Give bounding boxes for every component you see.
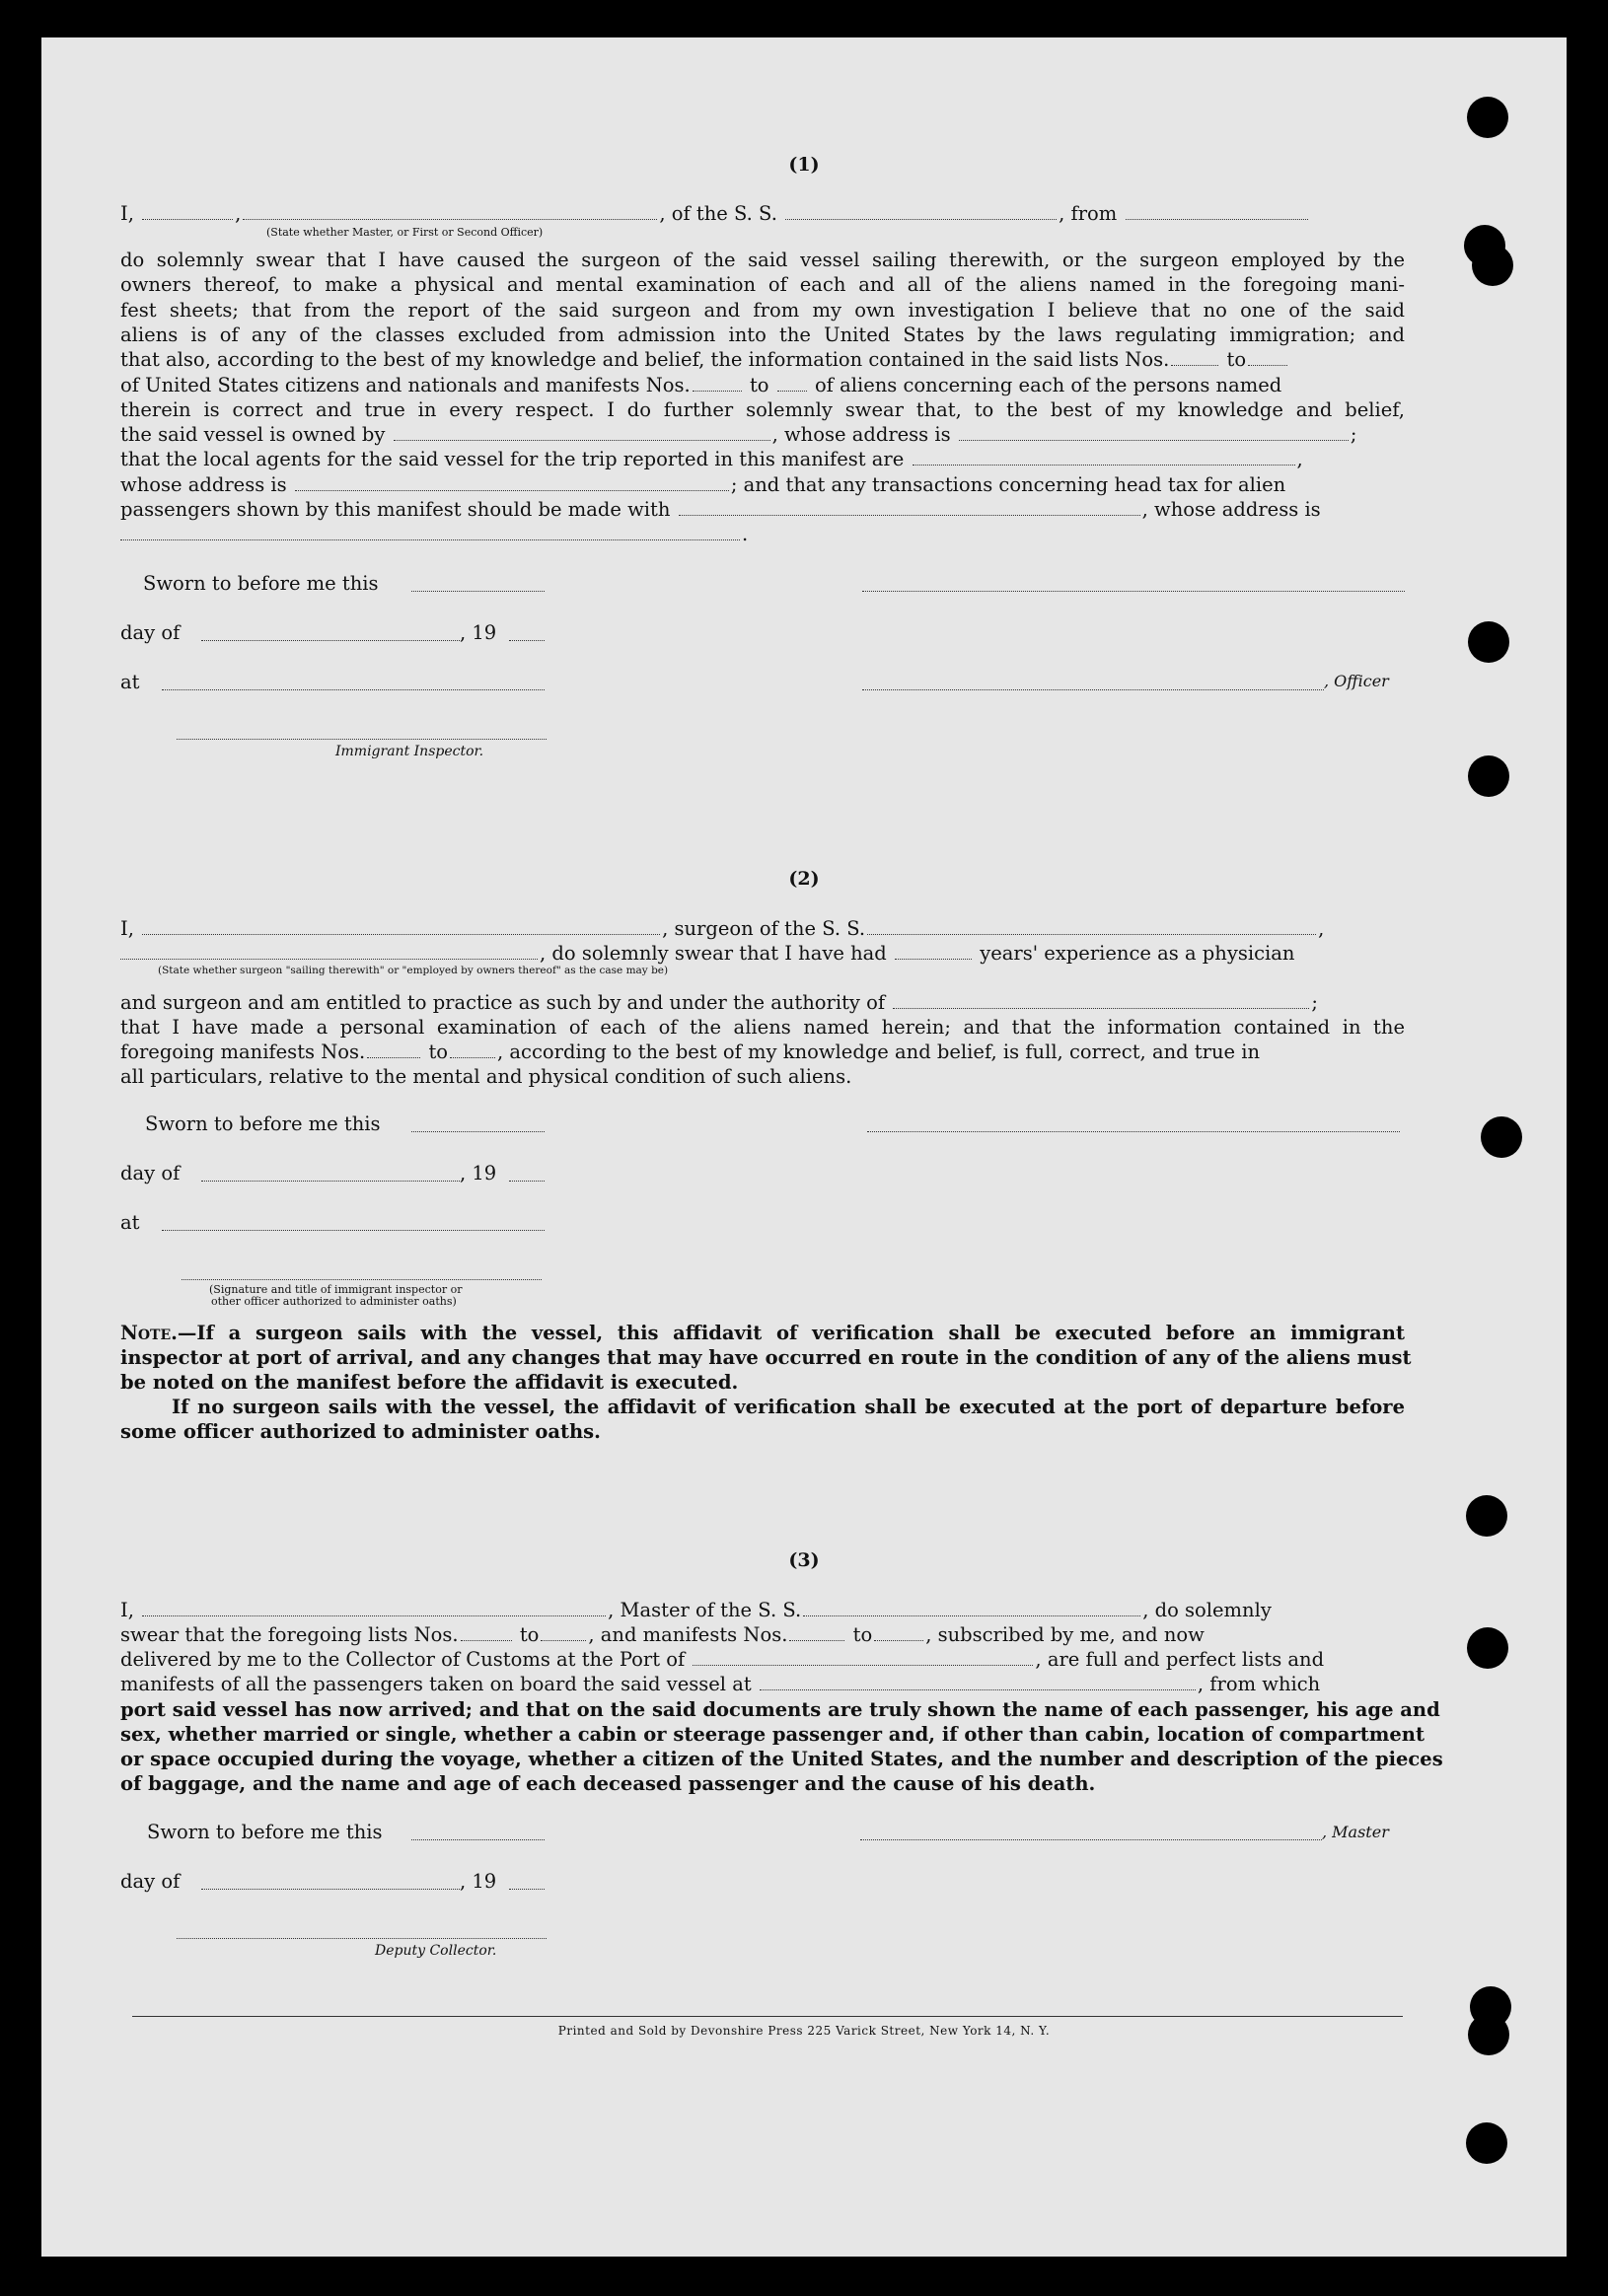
head-tax-address-field[interactable] (120, 538, 740, 540)
punch-hole (1468, 621, 1509, 663)
s3-collector-label: Deputy Collector. (375, 1943, 497, 1959)
manifests-no-to-field[interactable] (777, 390, 807, 392)
s3-sworn-day-field[interactable] (411, 1838, 545, 1840)
s2-line-2: , do solemnly swear that I have had years' experience as a physician (120, 941, 1405, 966)
s2-manifests-to-field[interactable] (450, 1056, 495, 1058)
s1-line-10: whose address is ; and that any transactions concerning head tax for alien (120, 473, 1286, 496)
s3-year-field[interactable] (509, 1888, 545, 1890)
years-experience-field[interactable] (895, 958, 972, 960)
s3-line-6: sex, whether married or single, whether a cabin or steerage passenger and, if other than cabin, location of compartment (120, 1723, 1425, 1746)
s3-line-8: of baggage, and the name and age of each deceased passenger and the cause of his death. (120, 1772, 1096, 1795)
agents-address-field[interactable] (295, 489, 729, 491)
officer-name-field[interactable] (243, 218, 657, 220)
s3-master-signature-field[interactable] (860, 1838, 1322, 1840)
officer-caption: (State whether Master, or First or Second Officer) (266, 226, 544, 239)
s1-line-9: that the local agents for the said vessel for the trip reported in this manifest are , (120, 448, 1303, 470)
s2-year-field[interactable] (509, 1180, 545, 1182)
master-name-field[interactable] (142, 1614, 606, 1616)
s1-month-field[interactable] (201, 639, 460, 641)
s3-manifests-from-field[interactable] (789, 1639, 844, 1641)
s2-line-3: and surgeon and am entitled to practice as such by and under the authority of ; (120, 991, 1318, 1014)
s1-line-6: of United States citizens and nationals and manifests Nos. to of aliens concerning each of the persons named (120, 374, 1282, 396)
punch-hole (1468, 755, 1509, 797)
arrival-port-field[interactable] (693, 1664, 1033, 1666)
footer-rule (132, 2016, 1403, 2017)
section-3-heading: (3) (788, 1549, 820, 1571)
s1-place-field[interactable] (162, 688, 545, 690)
s3-lists-from-field[interactable] (461, 1639, 512, 1641)
s1-officer-label: , Officer (1324, 672, 1389, 690)
s2-sworn-day-field[interactable] (411, 1130, 545, 1132)
manifests-no-from-field[interactable] (693, 390, 742, 392)
s1-year-field[interactable] (509, 639, 545, 641)
s2-sig-caption-1: (Signature and title of immigrant inspector or (209, 1283, 463, 1296)
punch-hole (1467, 1627, 1508, 1669)
s1-para-line-3: fest sheets; that from the report of the said surgeon and from my own investigation I believe that no one of the said (120, 299, 1405, 322)
s3-month-field[interactable] (201, 1888, 460, 1890)
s2-manifests-from-field[interactable] (367, 1056, 420, 1058)
s1-dayof-label: day of (120, 621, 181, 644)
s3-line-2: swear that the foregoing lists Nos. to , and manifests Nos. to , subscribed by me, and now (120, 1623, 1205, 1646)
s1-inspector-label: Immigrant Inspector. (335, 744, 484, 759)
punch-hole (1466, 1495, 1507, 1537)
s1-line-8: the said vessel is owned by , whose address is ; (120, 423, 1357, 446)
s3-master-label: , Master (1322, 1823, 1389, 1841)
surgeon-caption: (State whether surgeon "sailing therewith" or "employed by owners thereof" as the case may be) (158, 965, 669, 976)
vessel-owner-field[interactable] (394, 439, 770, 441)
s3-line-7: or space occupied during the voyage, whether a citizen of the United States, and the number and description of the pieces (120, 1748, 1443, 1770)
s3-line-4: manifests of all the passengers taken on board the said vessel at , from which (120, 1673, 1321, 1695)
s1-inspector-signature-field[interactable] (177, 738, 547, 740)
surgeon-status-field[interactable] (120, 958, 538, 960)
s2-line-4: that I have made a personal examination of each of the aliens named herein; and that the information contained in the (120, 1016, 1405, 1039)
s3-collector-signature-field[interactable] (177, 1937, 547, 1939)
s2-sworn-label: Sworn to before me this (145, 1112, 381, 1135)
s2-line-6: all particulars, relative to the mental and physical condition of such aliens. (120, 1065, 852, 1088)
s1-line-7: therein is correct and true in every respect. I do further solemnly swear that, to the best of my knowledge and belief, (120, 398, 1405, 421)
s3-year-label: , 19 (460, 1870, 497, 1893)
s3-lists-to-field[interactable] (541, 1639, 586, 1641)
s1-sworn-day-field[interactable] (411, 590, 545, 592)
s1-at-label: at (120, 671, 140, 693)
s3-manifests-to-field[interactable] (874, 1639, 923, 1641)
embarkation-port-field[interactable] (760, 1688, 1196, 1690)
departure-port-field[interactable] (1126, 218, 1308, 220)
printer-footer: Printed and Sold by Devonshire Press 225 Varick Street, New York 14, N. Y. (557, 2024, 1051, 2038)
note-line-2: inspector at port of arrival, and any changes that may have occurred en route in the condition of any of the aliens must (120, 1346, 1412, 1369)
lists-no-to-field[interactable] (1248, 364, 1287, 366)
s3-sworn-label: Sworn to before me this (147, 1821, 383, 1843)
section-1-heading: (1) (788, 154, 820, 176)
s2-vessel-name-field[interactable] (867, 933, 1316, 935)
s2-month-field[interactable] (201, 1180, 460, 1182)
note-line-4: If no surgeon sails with the vessel, the affidavit of verification shall be executed at the port of departure before (172, 1396, 1405, 1418)
s1-line-12: . (120, 522, 1405, 546)
section-2-heading: (2) (788, 868, 820, 890)
punch-hole (1466, 2122, 1507, 2164)
s1-sworn-label: Sworn to before me this (143, 572, 379, 595)
note-line-1: Note.—If a surgeon sails with the vessel, this affidavit of verification shall be executed before an immigrant (120, 1322, 1405, 1344)
s1-line-5: that also, according to the best of my knowledge and belief, the information contained in the said lists Nos. to (120, 347, 1405, 372)
s1-para-line-1: do solemnly swear that I have caused the surgeon of the said vessel sailing therewith, or the surgeon employed by the (120, 249, 1405, 271)
s2-sig-caption-2: other officer authorized to administer oaths) (211, 1295, 457, 1308)
s1-para-line-2: owners thereof, to make a physical and mental examination of each and all of the aliens named in the foregoing mani- (120, 273, 1405, 296)
officer-title-field[interactable] (142, 218, 233, 220)
vessel-name-field[interactable] (785, 218, 1057, 220)
s2-year-label: , 19 (460, 1162, 497, 1184)
punch-hole (1468, 2014, 1509, 2055)
local-agents-field[interactable] (913, 464, 1295, 466)
note-line-3: be noted on the manifest before the affidavit is executed. (120, 1371, 739, 1394)
s1-year-label: , 19 (460, 621, 497, 644)
s3-dayof-label: day of (120, 1870, 181, 1893)
s2-dayof-label: day of (120, 1162, 181, 1184)
punch-hole (1481, 1116, 1522, 1158)
s1-para-line-4: aliens is of any of the classes excluded from admission into the United States by the laws regulating immigration; and (120, 323, 1405, 346)
lists-no-from-field[interactable] (1171, 364, 1218, 366)
s1-officer-name-field[interactable] (862, 688, 1324, 690)
s1-line-11: passengers shown by this manifest should be made with , whose address is (120, 498, 1321, 521)
form-page (41, 37, 1567, 2257)
s3-line-3: delivered by me to the Collector of Customs at the Port of , are full and perfect lists and (120, 1648, 1325, 1671)
owner-address-field[interactable] (959, 439, 1349, 441)
s3-line-5: port said vessel has now arrived; and that on the said documents are truly shown the name of each passenger, his age and (120, 1698, 1440, 1721)
practice-authority-field[interactable] (893, 1007, 1309, 1009)
s2-line-5: foregoing manifests Nos. to , according to the best of my knowledge and belief, is full, correct, and true in (120, 1040, 1261, 1063)
s1-officer-signature-field[interactable] (862, 590, 1405, 592)
s3-line-1: I, , Master of the S. S. , do solemnly (120, 1599, 1272, 1621)
s2-at-label: at (120, 1211, 140, 1234)
s3-vessel-name-field[interactable] (803, 1614, 1140, 1616)
s1-line-1: I, , , of the S. S. , from (120, 201, 1405, 226)
s2-surgeon-signature-field[interactable] (867, 1130, 1400, 1132)
head-tax-party-field[interactable] (679, 514, 1140, 516)
s2-line-1: I, , surgeon of the S. S. , (120, 917, 1325, 940)
note-line-5: some officer authorized to administer oaths. (120, 1420, 601, 1443)
punch-hole (1472, 245, 1513, 286)
punch-hole (1467, 97, 1508, 138)
s2-place-field[interactable] (162, 1229, 545, 1231)
s2-officer-signature-field[interactable] (182, 1278, 542, 1280)
surgeon-name-field[interactable] (142, 933, 660, 935)
